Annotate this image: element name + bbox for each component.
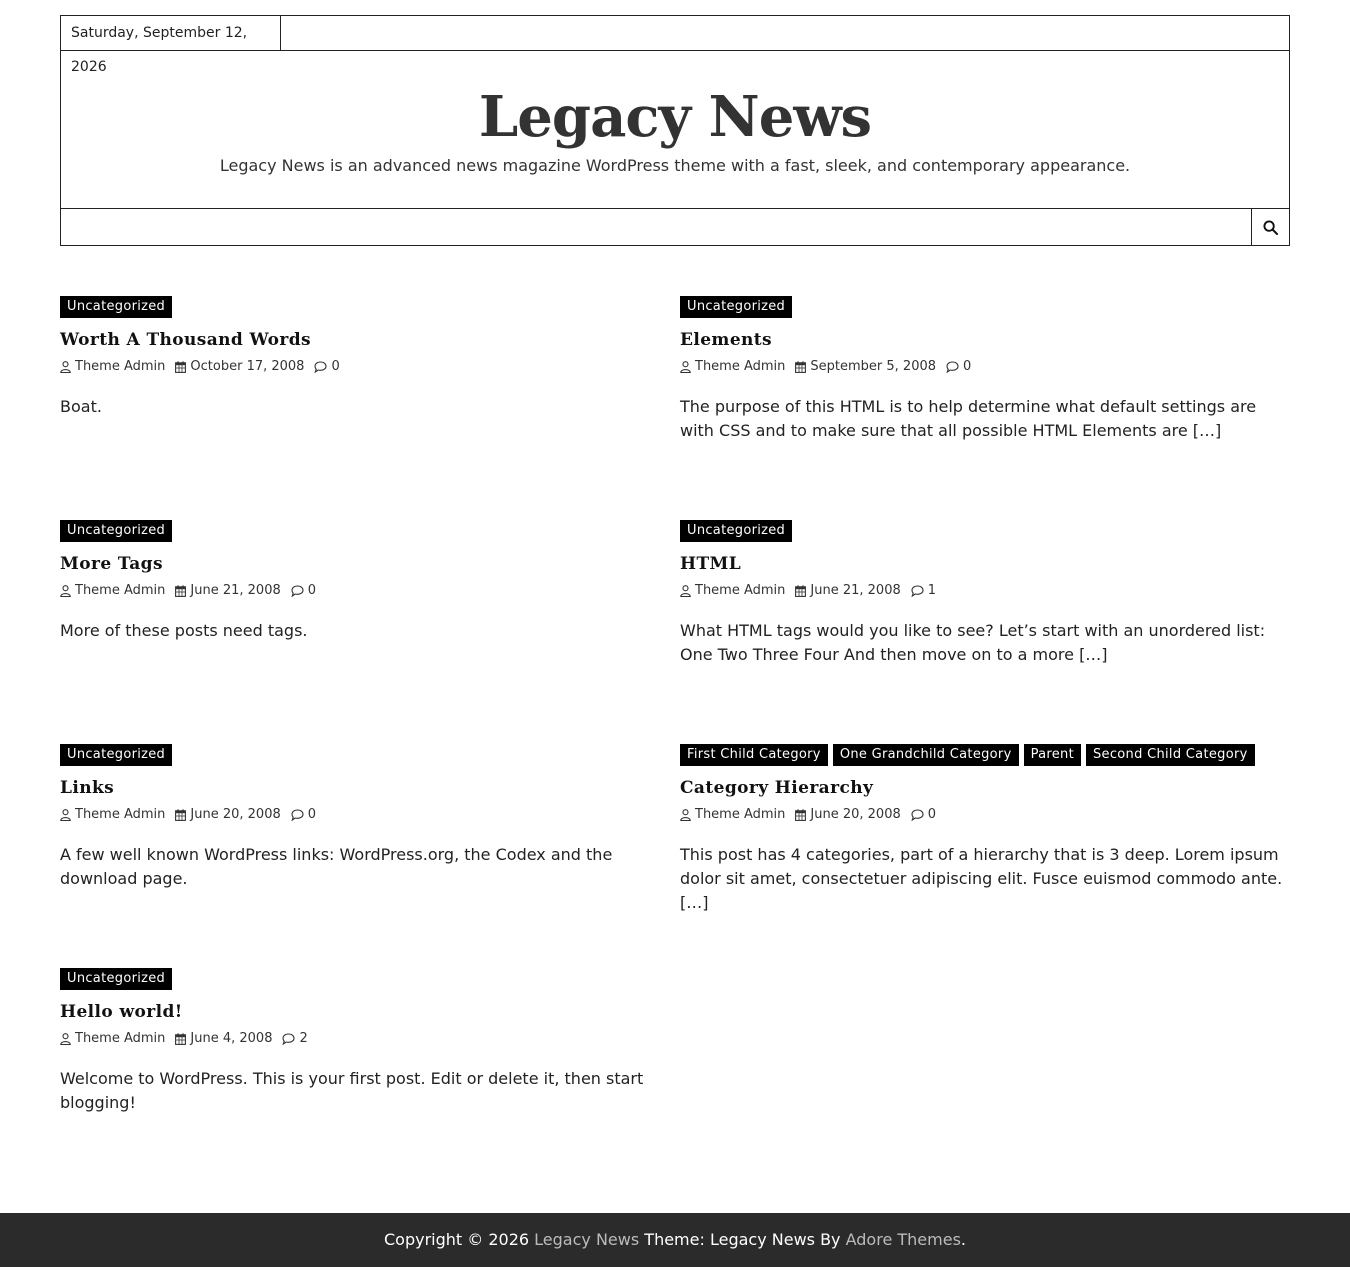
author-name: Theme Admin — [75, 807, 166, 822]
post-comments[interactable] — [911, 581, 936, 601]
footer-period: . — [960, 1230, 966, 1249]
comment-count: 0 — [307, 583, 317, 598]
comment-count: 0 — [927, 807, 937, 822]
category-badge[interactable]: Uncategorized — [680, 296, 792, 318]
date-text: June 20, 2008 — [190, 807, 281, 822]
date-text: June 21, 2008 — [190, 583, 281, 598]
user-icon — [680, 809, 691, 821]
post-card — [680, 744, 1290, 915]
post-comments[interactable] — [314, 357, 339, 377]
post-date[interactable] — [175, 1029, 272, 1049]
main-navigation — [60, 208, 1290, 246]
post-date[interactable] — [175, 581, 280, 601]
author-name: Theme Admin — [75, 359, 166, 374]
post-excerpt: More of these posts need tags. — [60, 621, 308, 640]
theme-credit-text: Theme: Legacy News By — [644, 1230, 841, 1249]
calendar-icon — [175, 361, 186, 373]
date-text: June 21, 2008 — [810, 583, 901, 598]
post-author[interactable] — [680, 581, 785, 601]
post-title[interactable]: HTML — [680, 554, 742, 574]
calendar-icon — [795, 585, 806, 597]
post-meta — [680, 581, 1290, 601]
category-badge[interactable]: Uncategorized — [60, 744, 172, 766]
post-excerpt: The purpose of this HTML is to help determine what default settings are with CSS and to make sure that all possible HTML Elements are […] — [680, 397, 1257, 440]
copyright-text: Copyright © 2026 — [384, 1230, 530, 1249]
post-author[interactable] — [60, 1029, 165, 1049]
post-meta — [60, 357, 670, 377]
post-date[interactable] — [795, 581, 900, 601]
site-footer — [0, 1213, 1350, 1267]
comment-icon — [291, 809, 304, 821]
user-icon — [60, 361, 71, 373]
category-badge[interactable]: Second Child Category — [1086, 744, 1255, 766]
post-date[interactable] — [795, 805, 900, 825]
post-title[interactable]: Category Hierarchy — [680, 778, 874, 798]
post-card — [680, 296, 1290, 443]
calendar-icon — [175, 1033, 186, 1045]
comment-count: 0 — [331, 359, 340, 374]
post-excerpt: Boat. — [60, 397, 102, 416]
comment-count: 2 — [299, 1031, 308, 1046]
category-badge[interactable]: One Grandchild Category — [833, 744, 1019, 766]
author-name: Theme Admin — [75, 583, 166, 598]
comment-count: 0 — [963, 359, 972, 374]
category-badge[interactable]: Uncategorized — [680, 520, 792, 542]
top-bar — [60, 15, 1290, 75]
category-badge[interactable]: Parent — [1024, 744, 1081, 766]
category-badge[interactable]: Uncategorized — [60, 520, 172, 542]
post-author[interactable] — [680, 805, 785, 825]
user-icon — [680, 361, 691, 373]
comment-icon — [911, 809, 924, 821]
user-icon — [60, 809, 71, 821]
calendar-icon — [795, 361, 806, 373]
post-author[interactable] — [60, 357, 165, 377]
post-meta — [60, 581, 670, 601]
post-date[interactable] — [795, 357, 936, 377]
comment-icon — [314, 361, 327, 373]
comment-icon — [911, 585, 924, 597]
category-badge[interactable]: First Child Category — [680, 744, 828, 766]
post-comments[interactable] — [291, 581, 316, 601]
calendar-icon — [175, 809, 186, 821]
comment-count: 0 — [307, 807, 317, 822]
post-excerpt: What HTML tags would you like to see? Let’s start with an unordered list: One Two Three Four And then move on to a more […] — [680, 621, 1266, 664]
post-title[interactable]: Links — [60, 778, 115, 798]
current-date: Saturday, September 12, 2026 — [61, 16, 281, 50]
comment-icon — [291, 585, 304, 597]
site-title[interactable]: Legacy News — [478, 84, 872, 150]
author-name: Theme Admin — [695, 583, 786, 598]
user-icon — [680, 585, 691, 597]
author-name: Theme Admin — [75, 1031, 166, 1046]
footer-author-link[interactable]: Adore Themes — [845, 1230, 961, 1249]
category-badge[interactable]: Uncategorized — [60, 968, 172, 990]
user-icon — [60, 1033, 71, 1045]
date-text: October 17, 2008 — [190, 359, 305, 374]
post-title[interactable]: More Tags — [60, 554, 163, 574]
post-meta — [60, 805, 670, 825]
post-comments[interactable] — [291, 805, 316, 825]
post-meta — [680, 805, 1290, 825]
post-meta — [680, 357, 1290, 377]
post-title[interactable]: Hello world! — [60, 1002, 183, 1022]
post-card — [680, 520, 1290, 667]
post-card — [60, 744, 670, 891]
post-excerpt: This post has 4 categories, part of a hierarchy that is 3 deep. Lorem ipsum dolor sit amet, consectetuer adipiscing elit. Fusce euismod commodo ante. […] — [680, 845, 1283, 912]
post-title[interactable]: Worth A Thousand Words — [60, 330, 311, 350]
post-categories — [60, 968, 670, 990]
post-categories — [680, 744, 1290, 766]
user-icon — [60, 585, 71, 597]
post-card — [60, 296, 670, 419]
post-comments[interactable] — [911, 805, 936, 825]
post-meta — [60, 1029, 670, 1049]
site-description: Legacy News is an advanced news magazine WordPress theme with a fast, sleek, and contemporary appearance. — [219, 156, 1131, 175]
post-date[interactable] — [175, 805, 280, 825]
date-text: June 4, 2008 — [190, 1031, 273, 1046]
post-excerpt: Welcome to WordPress. This is your first post. Edit or delete it, then start blogging! — [60, 1069, 644, 1112]
post-author[interactable] — [680, 357, 785, 377]
date-text: September 5, 2008 — [810, 359, 937, 374]
search-icon — [1263, 220, 1278, 235]
comment-count: 1 — [927, 583, 937, 598]
comment-icon — [282, 1033, 295, 1045]
post-comments[interactable] — [282, 1029, 307, 1049]
post-categories — [60, 744, 670, 766]
date-text: June 20, 2008 — [810, 807, 901, 822]
post-categories — [680, 520, 1290, 542]
search-button[interactable] — [1251, 209, 1289, 245]
site-header — [60, 50, 1290, 209]
post-card — [60, 520, 670, 643]
post-categories — [60, 520, 670, 542]
category-badge[interactable]: Uncategorized — [60, 296, 172, 318]
calendar-icon — [175, 585, 186, 597]
footer-site-link[interactable]: Legacy News — [534, 1230, 640, 1249]
post-comments[interactable] — [946, 357, 971, 377]
post-date[interactable] — [175, 357, 304, 377]
post-excerpt: A few well known WordPress links: WordPress.org, the Codex and the download page. — [60, 845, 613, 888]
post-author[interactable] — [60, 581, 165, 601]
calendar-icon — [795, 809, 806, 821]
author-name: Theme Admin — [695, 807, 786, 822]
post-categories — [680, 296, 1290, 318]
post-author[interactable] — [60, 805, 165, 825]
post-card — [60, 968, 670, 1115]
comment-icon — [946, 361, 959, 373]
author-name: Theme Admin — [695, 359, 786, 374]
post-title[interactable]: Elements — [680, 330, 773, 350]
post-categories — [60, 296, 670, 318]
